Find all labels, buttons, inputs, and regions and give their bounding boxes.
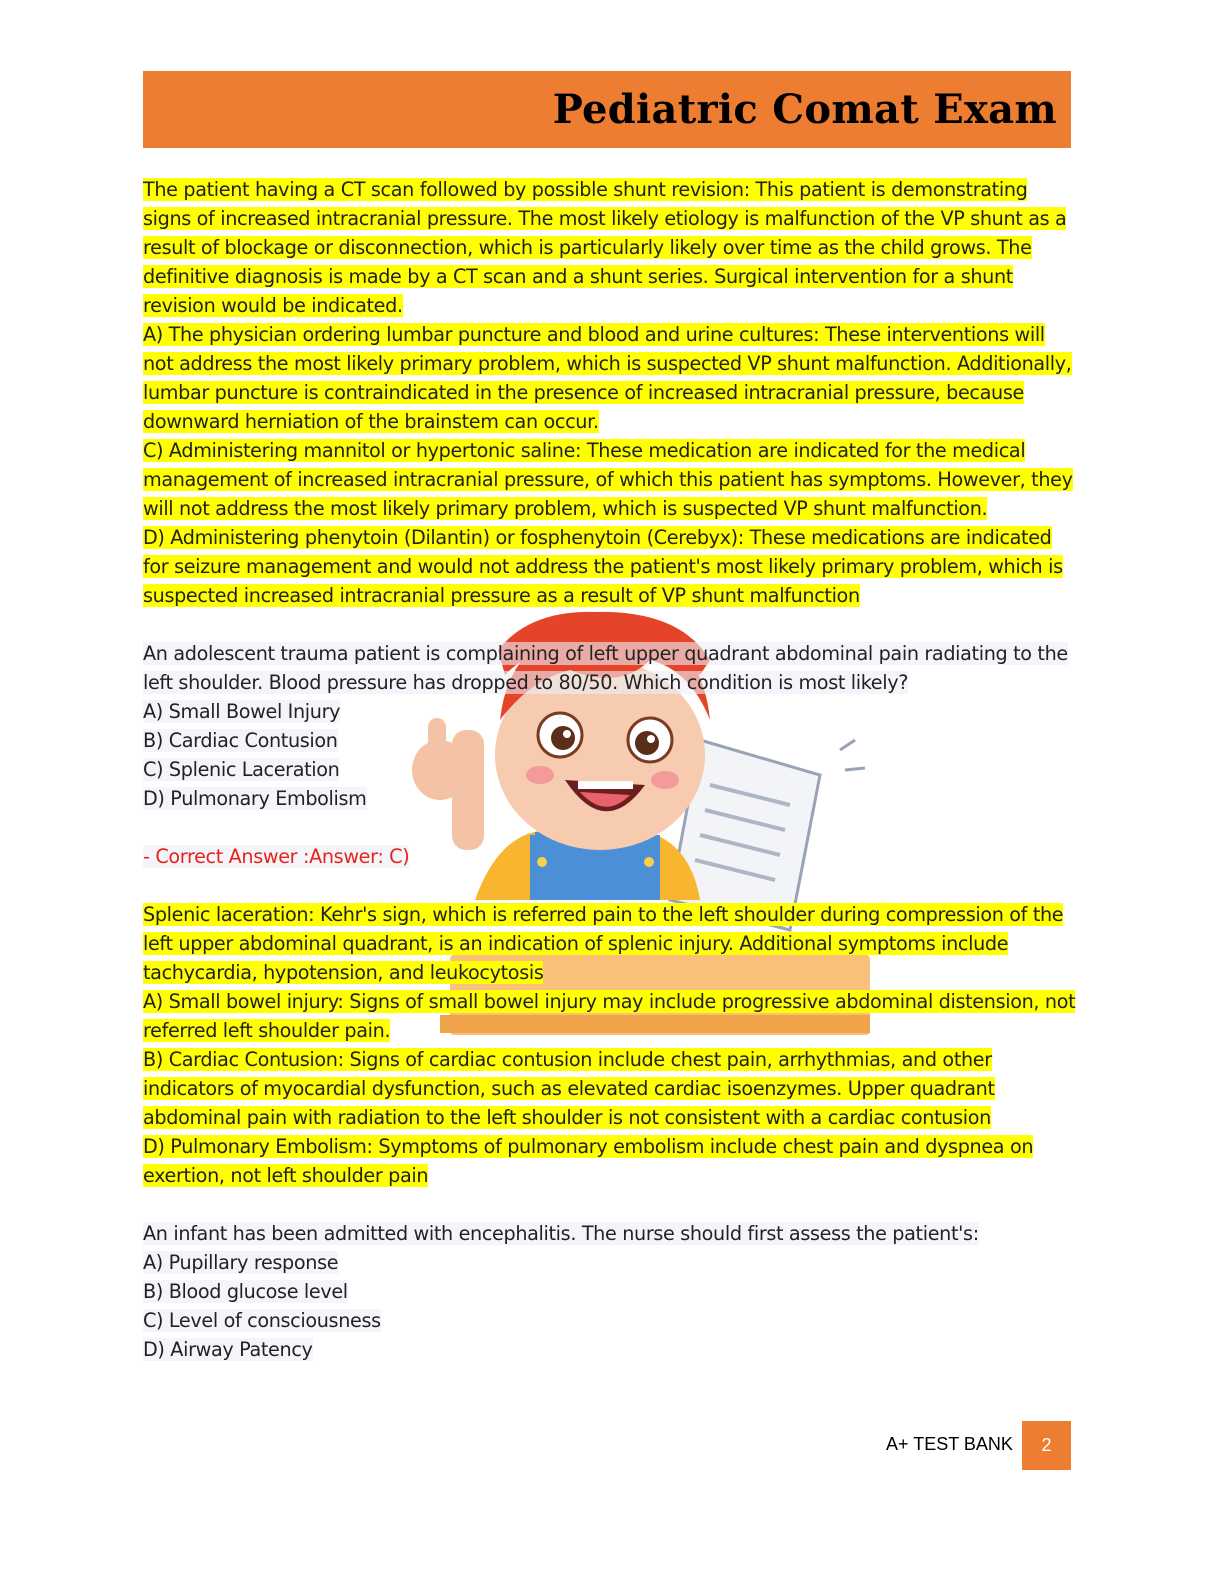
rationale-option-b: B) Cardiac Contusion: Signs of cardiac contusion include chest pain, arrhythmias, and other indicators of myocardial dysfunction, such as elevated cardiac isoenzymes. Upper quadrant abdominal pain with radiation to the left shoulder is not consistent with a cardiac contusion [143, 1048, 995, 1129]
rationale-option-a: A) Small bowel injury: Signs of small bowel injury may include progressive abdominal distension, not referred left shoulder pain. [143, 990, 1076, 1042]
question-option-b: B) Blood glucose level [143, 1280, 348, 1303]
page-title: Pediatric Comat Exam [552, 86, 1057, 133]
page-number: 2 [1022, 1421, 1071, 1470]
correct-answer: - Correct Answer :Answer: C) [143, 845, 410, 868]
question-stem: An adolescent trauma patient is complaining of left upper quadrant abdominal pain radiating to the left shoulder. Blood pressure has dropped to 80/50. Which condition is most likely? [143, 642, 1068, 694]
question-stem: An infant has been admitted with encephalitis. The nurse should first assess the patient's: [143, 1222, 979, 1245]
question-option-c: C) Splenic Laceration [143, 758, 340, 781]
question-option-d: D) Airway Patency [143, 1338, 313, 1361]
question-option-d: D) Pulmonary Embolism [143, 787, 367, 810]
question-option-c: C) Level of consciousness [143, 1309, 381, 1332]
question-option-a: A) Pupillary response [143, 1251, 339, 1274]
question-option-a: A) Small Bowel Injury [143, 700, 341, 723]
rationale-option-d: D) Pulmonary Embolism: Symptoms of pulmonary embolism include chest pain and dyspnea on exertion, not left shoulder pain [143, 1135, 1034, 1187]
rationale-option-d: D) Administering phenytoin (Dilantin) or fosphenytoin (Cerebyx): These medications are indicated for seizure management and would not address the patient's most likely primary problem, which is suspected increased intracranial pressure as a result of VP shunt malfunction [143, 526, 1063, 607]
rationale-intro: The patient having a CT scan followed by possible shunt revision: This patient is demonstrating signs of increased intracranial pressure. The most likely etiology is malfunction of the VP shunt as a result of blockage or disconnection, which is particularly likely over time as the child grows. The definitive diagnosis is made by a CT scan and a shunt series. Surgical intervention for a shunt revision would be indicated. [143, 178, 1067, 317]
document-body [143, 175, 1078, 1364]
rationale-option-a: A) The physician ordering lumbar puncture and blood and urine cultures: These interventions will not address the most likely primary problem, which is suspected VP shunt malfunction. Additionally, lumbar puncture is contraindicated in the presence of increased intracranial pressure, because downward herniation of the brainstem can occur. [143, 323, 1072, 433]
rationale-option-c: C) Administering mannitol or hypertonic saline: These medication are indicated for the medical management of increased intracranial pressure, of which this patient has symptoms. However, they will not address the most likely primary problem, which is suspected VP shunt malfunction. [143, 439, 1073, 520]
footer-label: A+ TEST BANK [886, 1434, 1013, 1454]
page-header [143, 71, 1071, 148]
rationale-intro: Splenic laceration: Kehr's sign, which is referred pain to the left shoulder during compression of the left upper abdominal quadrant, is an indication of splenic injury. Additional symptoms include tachycardia, hypotension, and leukocytosis [143, 903, 1064, 984]
question-option-b: B) Cardiac Contusion [143, 729, 338, 752]
